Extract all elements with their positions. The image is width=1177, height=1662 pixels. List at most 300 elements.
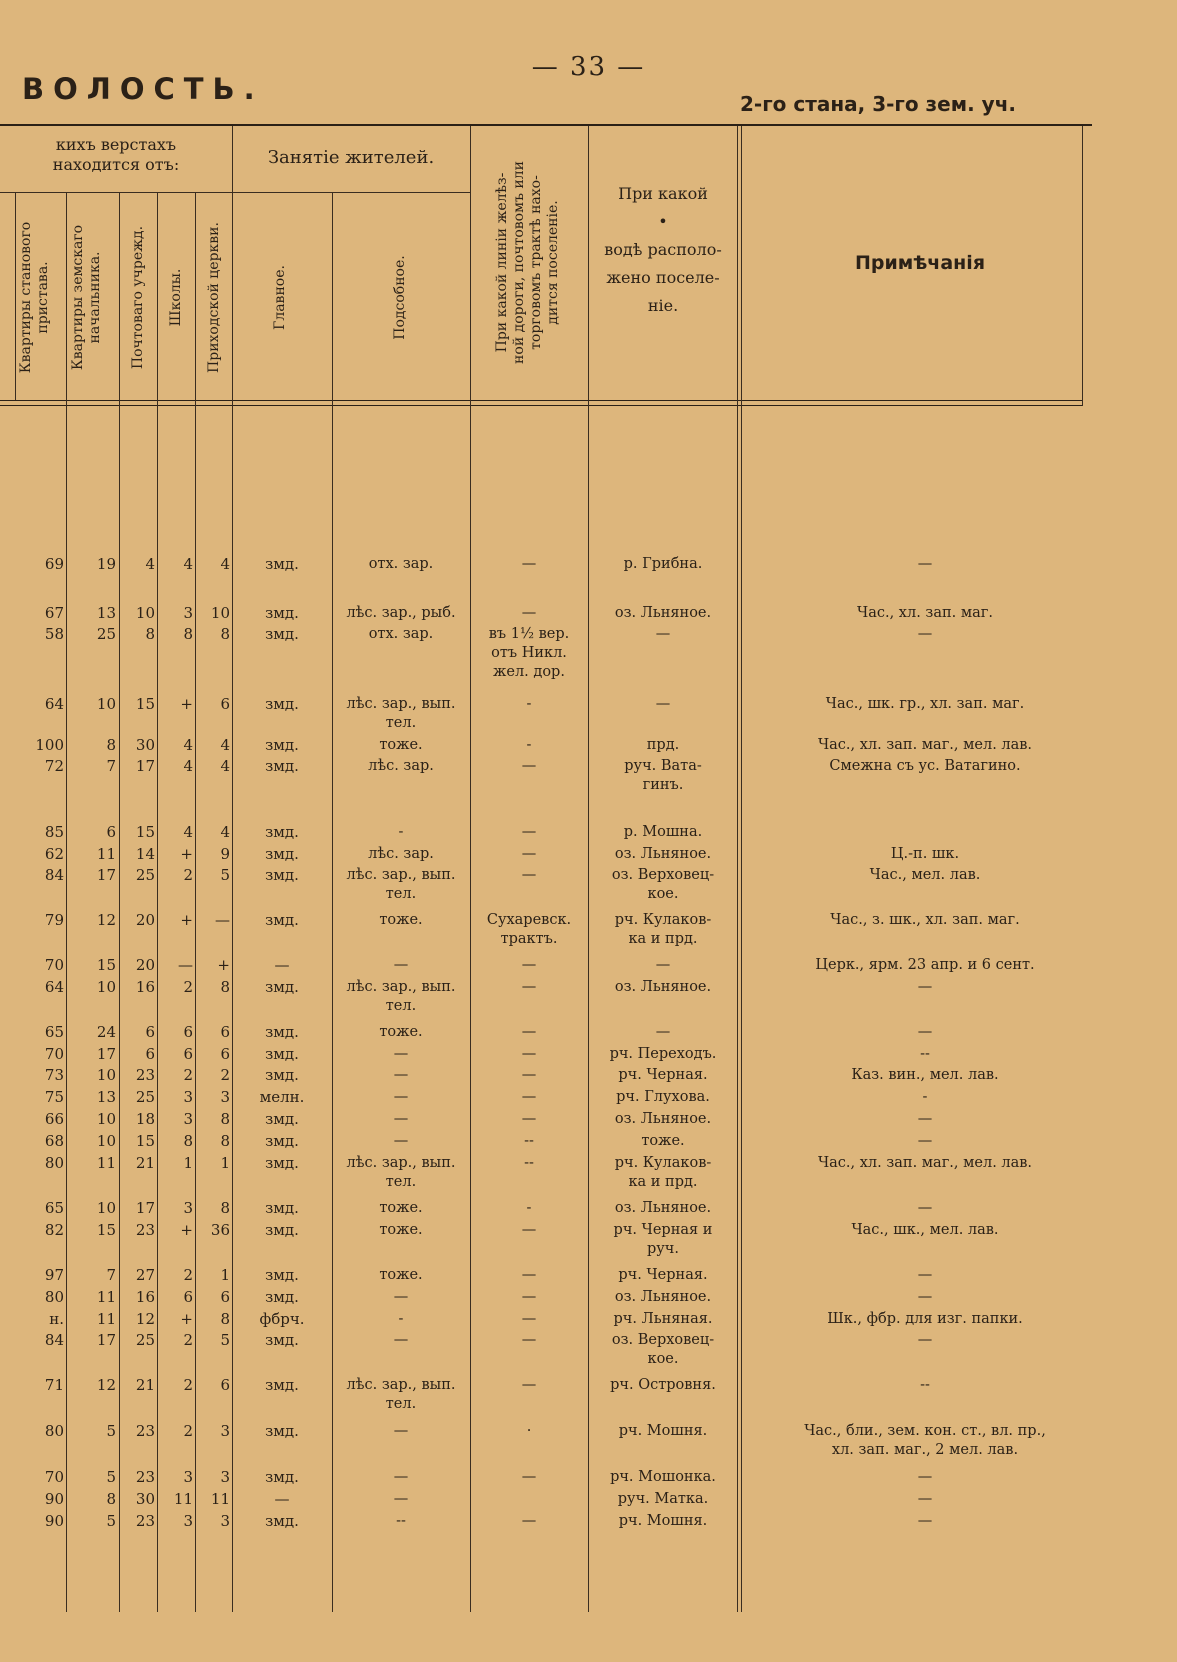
cell-church: 10 <box>210 604 230 622</box>
cell-occ-main: змд. <box>265 1154 299 1172</box>
header-occ-aux: Подсобное. <box>392 255 408 340</box>
cell-zemsky: 11 <box>96 1310 116 1328</box>
cell-road: - <box>526 696 532 712</box>
cell-occ-main: змд. <box>265 1023 299 1041</box>
cell-school: 2 <box>183 978 193 996</box>
cell-church: 6 <box>220 1288 230 1306</box>
cell-stanovoy: 65 <box>44 1199 64 1217</box>
cell-water: рч. Мошонка. <box>610 1469 716 1485</box>
cell-occ-aux: лѣс. зар., рыб. <box>346 605 456 621</box>
cell-note: — <box>917 1267 933 1283</box>
header-water: При какой • водѣ располо- жено поселе- ніе. <box>604 184 722 315</box>
cell-church: 6 <box>220 1376 230 1394</box>
cell-occ-main: фбрч. <box>259 1310 305 1328</box>
cell-note: Шк., фбр. для изг. папки. <box>827 1311 1023 1327</box>
cell-road: — <box>521 1513 537 1529</box>
cell-road: — <box>521 1289 537 1305</box>
cell-road: — <box>521 1469 537 1485</box>
cell-post: 23 <box>135 1512 155 1530</box>
cell-zemsky: 11 <box>96 845 116 863</box>
cell-church: 3 <box>220 1088 230 1106</box>
cell-school: + <box>180 695 193 713</box>
cell-road: — <box>521 1332 537 1348</box>
cell-post: 20 <box>135 911 155 929</box>
cell-church: 8 <box>220 625 230 643</box>
cell-zemsky: 10 <box>96 1199 116 1217</box>
cell-school: 8 <box>183 1132 193 1150</box>
cell-post: 8 <box>145 625 155 643</box>
cell-church: 36 <box>210 1221 230 1239</box>
cell-school: 3 <box>183 604 193 622</box>
cell-post: 23 <box>135 1221 155 1239</box>
cell-occ-main: змд. <box>265 845 299 863</box>
cell-stanovoy: 82 <box>44 1221 64 1239</box>
cell-occ-main: змд. <box>265 1066 299 1084</box>
cell-occ-aux: — <box>393 1332 409 1348</box>
cell-stanovoy: 71 <box>44 1376 64 1394</box>
cell-occ-main: мелн. <box>259 1088 305 1106</box>
cell-church: 1 <box>220 1266 230 1284</box>
cell-post: 17 <box>135 1199 155 1217</box>
header-col-church: Приходской церкви. <box>206 222 222 373</box>
cell-occ-main: змд. <box>265 911 299 929</box>
cell-road: — <box>521 846 537 862</box>
cell-occ-aux: тоже. <box>379 912 423 928</box>
cell-stanovoy: 90 <box>44 1512 64 1530</box>
cell-note: Час., з. шк., хл. зап. маг. <box>830 912 1020 928</box>
cell-note: Час., мел. лав. <box>869 867 981 883</box>
cell-post: 30 <box>135 1490 155 1508</box>
cell-stanovoy: 66 <box>44 1110 64 1128</box>
cell-road: — <box>521 979 537 995</box>
cell-post: 23 <box>135 1468 155 1486</box>
cell-stanovoy: 79 <box>44 911 64 929</box>
cell-occ-aux: тоже. <box>379 1024 423 1040</box>
cell-note: Час., хл. зап. маг. <box>857 605 993 621</box>
cell-occ-main: змд. <box>265 1376 299 1394</box>
cell-note: -- <box>920 1046 930 1062</box>
cell-note: Смежна съ ус. Ватагино. <box>829 758 1021 774</box>
cell-stanovoy: 69 <box>44 555 64 573</box>
cell-school: 11 <box>173 1490 193 1508</box>
cell-stanovoy: 84 <box>44 1331 64 1349</box>
cell-stanovoy: 58 <box>44 625 64 643</box>
cell-water: рч. Мошня. <box>618 1513 708 1529</box>
cell-church: 8 <box>220 1310 230 1328</box>
cell-zemsky: 10 <box>96 1132 116 1150</box>
cell-occ-aux: — <box>393 1067 409 1083</box>
cell-post: 6 <box>145 1045 155 1063</box>
cell-road: — <box>521 1111 537 1127</box>
cell-water: — <box>655 696 671 712</box>
cell-note: -- <box>920 1377 930 1393</box>
cell-zemsky: 17 <box>96 1045 116 1063</box>
cell-occ-aux: лѣс. зар., вып. тел. <box>346 1377 456 1412</box>
cell-post: 21 <box>135 1154 155 1172</box>
cell-road: въ 1½ вер. отъ Никл. жел. дор. <box>488 626 570 680</box>
cell-water: — <box>655 957 671 973</box>
cell-church: 4 <box>220 823 230 841</box>
cell-school: 2 <box>183 1266 193 1284</box>
cell-zemsky: 5 <box>106 1422 116 1440</box>
cell-occ-aux: лѣс. зар., вып. тел. <box>346 696 456 731</box>
cell-road: — <box>521 1089 537 1105</box>
cell-stanovoy: 70 <box>44 1468 64 1486</box>
cell-stanovoy: 90 <box>44 1490 64 1508</box>
cell-stanovoy: 85 <box>44 823 64 841</box>
cell-zemsky: 7 <box>106 1266 116 1284</box>
cell-note: Час., хл. зап. маг., мел. лав. <box>817 1155 1033 1171</box>
cell-occ-main: змд. <box>265 1288 299 1306</box>
cell-stanovoy: 67 <box>44 604 64 622</box>
cell-post: 10 <box>135 604 155 622</box>
cell-occ-aux: - <box>398 824 404 840</box>
cell-school: 4 <box>183 757 193 775</box>
cell-occ-main: змд. <box>265 736 299 754</box>
cell-school: 2 <box>183 1376 193 1394</box>
cell-occ-aux: отх. зар. <box>368 626 434 642</box>
cell-note: — <box>917 1111 933 1127</box>
cell-occ-aux: — <box>393 1289 409 1305</box>
cell-occ-main: змд. <box>265 1422 299 1440</box>
cell-road: — <box>521 556 537 572</box>
cell-church: 6 <box>220 695 230 713</box>
top-rule <box>0 124 1092 126</box>
cell-occ-aux: лѣс. зар., вып. тел. <box>346 979 456 1014</box>
cell-occ-aux: отх. зар. <box>368 556 434 572</box>
cell-zemsky: 5 <box>106 1512 116 1530</box>
cell-stanovoy: 100 <box>35 736 64 754</box>
cell-church: 8 <box>220 1110 230 1128</box>
cell-zemsky: 19 <box>96 555 116 573</box>
cell-road: — <box>521 1311 537 1327</box>
cell-note: Час., шк., мел. лав. <box>851 1222 999 1238</box>
cell-note: — <box>917 1200 933 1216</box>
cell-water: руч. Вата- гинъ. <box>624 758 702 793</box>
cell-water: рч. Льняная. <box>613 1311 713 1327</box>
cell-note: — <box>917 1513 933 1529</box>
cell-road: — <box>521 605 537 621</box>
cell-occ-aux: тоже. <box>379 1267 423 1283</box>
header-road: При какой линіи желѣз- ной дороги, почтовомъ или торговомъ трактѣ нахо- дится поселеніе. <box>494 161 561 364</box>
cell-stanovoy: 70 <box>44 956 64 974</box>
cell-note: Ц.-п. шк. <box>890 846 960 862</box>
cell-occ-aux: — <box>393 1111 409 1127</box>
cell-zemsky: 13 <box>96 604 116 622</box>
cell-stanovoy: 84 <box>44 866 64 884</box>
cell-zemsky: 15 <box>96 956 116 974</box>
cell-road: — <box>521 957 537 973</box>
cell-post: 12 <box>135 1310 155 1328</box>
cell-occ-aux: — <box>393 957 409 973</box>
cell-zemsky: 15 <box>96 1221 116 1239</box>
cell-zemsky: 13 <box>96 1088 116 1106</box>
cell-note: — <box>917 1133 933 1149</box>
cell-note: — <box>917 1491 933 1507</box>
cell-zemsky: 11 <box>96 1288 116 1306</box>
cell-road: — <box>521 1024 537 1040</box>
cell-road: - <box>526 737 532 753</box>
cell-occ-aux: лѣс. зар. <box>368 846 434 862</box>
cell-church: 11 <box>210 1490 230 1508</box>
cell-church: 4 <box>220 555 230 573</box>
header-col-school: Школы. <box>168 268 184 327</box>
cell-note: — <box>917 1024 933 1040</box>
cell-note: Час., хл. зап. маг., мел. лав. <box>817 737 1033 753</box>
cell-water: оз. Льняное. <box>614 1200 712 1216</box>
cell-post: 17 <box>135 757 155 775</box>
cell-post: 23 <box>135 1422 155 1440</box>
cell-post: 16 <box>135 1288 155 1306</box>
cell-post: 25 <box>135 1088 155 1106</box>
cell-church: 3 <box>220 1468 230 1486</box>
cell-occ-aux: — <box>393 1423 409 1439</box>
cell-note: — <box>917 556 933 572</box>
cell-occ-aux: тоже. <box>379 1200 423 1216</box>
cell-road: — <box>521 758 537 774</box>
cell-stanovoy: 75 <box>44 1088 64 1106</box>
cell-church: 8 <box>220 978 230 996</box>
cell-stanovoy: 80 <box>44 1422 64 1440</box>
cell-school: 3 <box>183 1088 193 1106</box>
cell-zemsky: 10 <box>96 1110 116 1128</box>
page-number: — 33 — <box>531 52 646 82</box>
cell-water: рч. Переходъ. <box>609 1046 717 1062</box>
cell-school: 6 <box>183 1045 193 1063</box>
cell-water: рч. Кулаков- ка и прд. <box>614 1155 712 1190</box>
cell-water: прд. <box>646 737 680 753</box>
cell-stanovoy: 70 <box>44 1045 64 1063</box>
cell-church: 5 <box>220 866 230 884</box>
cell-road: — <box>521 867 537 883</box>
cell-occ-aux: лѣс. зар., вып. тел. <box>346 1155 456 1190</box>
cell-note: Каз. вин., мел. лав. <box>851 1067 999 1083</box>
cell-note: — <box>917 626 933 642</box>
cell-occ-main: змд. <box>265 555 299 573</box>
cell-occ-main: — <box>274 1490 290 1508</box>
cell-occ-main: змд. <box>265 978 299 996</box>
cell-school: 4 <box>183 823 193 841</box>
cell-occ-aux: тоже. <box>379 737 423 753</box>
cell-church: + <box>217 956 230 974</box>
header-col-zemsky: Квартиры земскаго начальника. <box>70 224 103 371</box>
cell-note: — <box>917 1332 933 1348</box>
cell-water: рч. Черная. <box>618 1067 708 1083</box>
cell-church: 2 <box>220 1066 230 1084</box>
cell-zemsky: 12 <box>96 911 116 929</box>
cell-zemsky: 24 <box>96 1023 116 1041</box>
cell-post: 23 <box>135 1066 155 1084</box>
cell-road: -- <box>524 1133 534 1149</box>
cell-school: + <box>180 845 193 863</box>
cell-road: — <box>521 1067 537 1083</box>
cell-occ-main: змд. <box>265 1266 299 1284</box>
cell-note: - <box>922 1089 928 1105</box>
cell-post: 4 <box>145 555 155 573</box>
cell-water: р. Мошна. <box>623 824 703 840</box>
cell-zemsky: 5 <box>106 1468 116 1486</box>
cell-zemsky: 11 <box>96 1154 116 1172</box>
cell-occ-main: змд. <box>265 1110 299 1128</box>
cell-occ-main: змд. <box>265 757 299 775</box>
header-bottom-rule <box>0 400 1082 401</box>
cell-post: 25 <box>135 866 155 884</box>
cell-road: Сухаревск. трактъ. <box>486 912 572 947</box>
cell-church: — <box>215 911 230 929</box>
header-distance-group: кихъ верстахъ находится отъ: <box>52 135 180 174</box>
header-notes: Примѣчанія <box>854 252 986 274</box>
cell-church: 3 <box>220 1422 230 1440</box>
cell-road: - <box>526 1200 532 1216</box>
cell-school: + <box>180 1310 193 1328</box>
cell-occ-aux: лѣс. зар., вып. тел. <box>346 867 456 902</box>
cell-road: · <box>526 1423 532 1439</box>
cell-note: — <box>917 1469 933 1485</box>
header-col-post: Почтоваго учрежд. <box>130 225 146 370</box>
cell-zemsky: 10 <box>96 978 116 996</box>
cell-zemsky: 10 <box>96 1066 116 1084</box>
cell-water: оз. Льняное. <box>614 605 712 621</box>
cell-school: 3 <box>183 1468 193 1486</box>
cell-school: 4 <box>183 736 193 754</box>
cell-water: рч. Островня. <box>610 1377 716 1393</box>
cell-water: — <box>655 1024 671 1040</box>
cell-occ-aux: — <box>393 1469 409 1485</box>
cell-school: + <box>180 911 193 929</box>
cell-occ-main: змд. <box>265 1199 299 1217</box>
cell-stanovoy: 68 <box>44 1132 64 1150</box>
cell-occ-main: змд. <box>265 604 299 622</box>
cell-church: 4 <box>220 757 230 775</box>
cell-school: 3 <box>183 1512 193 1530</box>
cell-zemsky: 25 <box>96 625 116 643</box>
cell-school: 4 <box>183 555 193 573</box>
cell-church: 4 <box>220 736 230 754</box>
header-col-stanovoy: Квартиры станового пристава. <box>18 221 51 374</box>
cell-occ-main: змд. <box>265 1512 299 1530</box>
cell-road: — <box>521 824 537 840</box>
cell-school: 2 <box>183 1066 193 1084</box>
cell-stanovoy: 65 <box>44 1023 64 1041</box>
cell-post: 21 <box>135 1376 155 1394</box>
cell-zemsky: 12 <box>96 1376 116 1394</box>
cell-school: 2 <box>183 1422 193 1440</box>
cell-church: 5 <box>220 1331 230 1349</box>
cell-stanovoy: 62 <box>44 845 64 863</box>
cell-occ-aux: лѣс. зар. <box>368 758 434 774</box>
cell-post: 30 <box>135 736 155 754</box>
cell-zemsky: 8 <box>106 1490 116 1508</box>
cell-stanovoy: 64 <box>44 695 64 713</box>
cell-occ-aux: тоже. <box>379 1222 423 1238</box>
cell-occ-main: змд. <box>265 1045 299 1063</box>
cell-water: рч. Мошня. <box>618 1423 708 1439</box>
cell-stanovoy: 80 <box>44 1154 64 1172</box>
cell-church: 6 <box>220 1045 230 1063</box>
cell-note: — <box>917 1289 933 1305</box>
cell-note: Час., шк. гр., хл. зап. маг. <box>825 696 1025 712</box>
cell-water: — <box>655 626 671 642</box>
cell-church: 3 <box>220 1512 230 1530</box>
cell-water: оз. Льняное. <box>614 1289 712 1305</box>
cell-occ-main: — <box>274 956 290 974</box>
cell-water: оз. Верховец- кое. <box>611 1332 715 1367</box>
cell-zemsky: 17 <box>96 866 116 884</box>
cell-occ-main: змд. <box>265 625 299 643</box>
cell-school: 2 <box>183 1331 193 1349</box>
cell-stanovoy: 64 <box>44 978 64 996</box>
cell-occ-aux: — <box>393 1089 409 1105</box>
cell-school: 3 <box>183 1199 193 1217</box>
cell-school: 8 <box>183 625 193 643</box>
cell-stanovoy: н. <box>49 1310 64 1328</box>
cell-water: рч. Черная и руч. <box>613 1222 713 1257</box>
cell-post: 14 <box>135 845 155 863</box>
cell-school: 2 <box>183 866 193 884</box>
cell-post: 16 <box>135 978 155 996</box>
page-subtitle: 2-го стана, 3-го зем. уч. <box>740 92 1017 116</box>
cell-church: 9 <box>220 845 230 863</box>
cell-school: 6 <box>183 1288 193 1306</box>
header-bottom-rule-2 <box>0 405 1082 406</box>
cell-school: 3 <box>183 1110 193 1128</box>
cell-zemsky: 8 <box>106 736 116 754</box>
cell-church: 8 <box>220 1199 230 1217</box>
cell-occ-aux: — <box>393 1491 409 1507</box>
cell-church: 8 <box>220 1132 230 1150</box>
cell-church: 6 <box>220 1023 230 1041</box>
cell-note: Час., бли., зем. кон. ст., вл. пр., хл. зап. маг., 2 мел. лав. <box>804 1423 1046 1458</box>
cell-occ-aux: - <box>398 1311 404 1327</box>
cell-school: + <box>180 1221 193 1239</box>
cell-water: рч. Глухова. <box>616 1089 710 1105</box>
cell-occ-main: змд. <box>265 866 299 884</box>
cell-road: -- <box>524 1155 534 1171</box>
cell-post: 18 <box>135 1110 155 1128</box>
cell-water: руч. Матка. <box>617 1491 709 1507</box>
header-occupation-group: Занятіе жителей. <box>267 147 435 168</box>
cell-road: — <box>521 1267 537 1283</box>
cell-occ-main: змд. <box>265 823 299 841</box>
cell-occ-aux: -- <box>396 1513 406 1529</box>
cell-school: 6 <box>183 1023 193 1041</box>
cell-zemsky: 17 <box>96 1331 116 1349</box>
cell-school: 1 <box>183 1154 193 1172</box>
cell-water: р. Грибна. <box>623 556 703 572</box>
cell-post: 15 <box>135 1132 155 1150</box>
cell-water: рч. Кулаков- ка и прд. <box>614 912 712 947</box>
cell-stanovoy: 97 <box>44 1266 64 1284</box>
cell-occ-main: змд. <box>265 1331 299 1349</box>
cell-water: оз. Льняное. <box>614 1111 712 1127</box>
cell-water: оз. Льняное. <box>614 979 712 995</box>
cell-occ-main: змд. <box>265 1221 299 1239</box>
cell-zemsky: 6 <box>106 823 116 841</box>
cell-note: Церк., ярм. 23 апр. и 6 сент. <box>815 957 1035 973</box>
cell-post: 20 <box>135 956 155 974</box>
cell-post: 25 <box>135 1331 155 1349</box>
cell-water: оз. Верховец- кое. <box>611 867 715 902</box>
cell-water: оз. Льняное. <box>614 846 712 862</box>
cell-post: 27 <box>135 1266 155 1284</box>
cell-post: 15 <box>135 823 155 841</box>
cell-water: рч. Черная. <box>618 1267 708 1283</box>
cell-zemsky: 7 <box>106 757 116 775</box>
page-title: ВОЛОСТЬ. <box>22 72 264 106</box>
cell-water: тоже. <box>641 1133 685 1149</box>
cell-school: — <box>178 956 193 974</box>
cell-occ-main: змд. <box>265 1468 299 1486</box>
